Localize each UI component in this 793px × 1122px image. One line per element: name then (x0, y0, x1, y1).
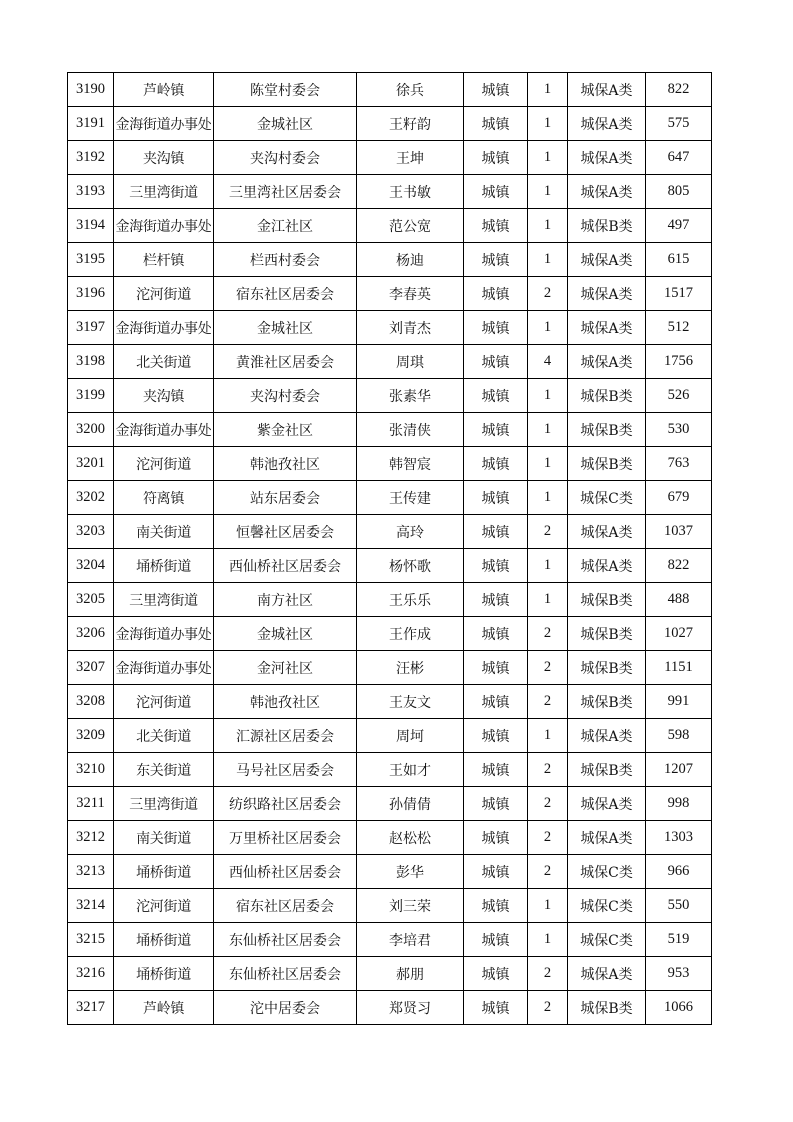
person-name-cell: 周坷 (357, 719, 464, 753)
community-name-cell: 南方社区 (214, 583, 357, 617)
insurance-category-cell: 城保A类 (568, 957, 646, 991)
amount-cell: 530 (646, 413, 712, 447)
insurance-category-cell: 城保A类 (568, 141, 646, 175)
amount-cell: 519 (646, 923, 712, 957)
amount-cell: 1517 (646, 277, 712, 311)
row-number-cell: 3214 (68, 889, 114, 923)
area-type-cell: 城镇 (464, 855, 528, 889)
person-name-cell: 郑贤习 (357, 991, 464, 1025)
community-name-cell: 东仙桥社区居委会 (214, 957, 357, 991)
person-name-cell: 王作成 (357, 617, 464, 651)
area-type-cell: 城镇 (464, 209, 528, 243)
person-name-cell: 王传建 (357, 481, 464, 515)
area-type-cell: 城镇 (464, 923, 528, 957)
community-name-cell: 站东居委会 (214, 481, 357, 515)
table-row (68, 175, 712, 209)
street-name-cell: 北关街道 (114, 719, 214, 753)
community-name-cell: 黄淮社区居委会 (214, 345, 357, 379)
insurance-category-cell: 城保B类 (568, 209, 646, 243)
household-count-cell: 1 (528, 209, 568, 243)
street-name-cell: 夹沟镇 (114, 141, 214, 175)
community-name-cell: 三里湾社区居委会 (214, 175, 357, 209)
row-number-cell: 3206 (68, 617, 114, 651)
household-count-cell: 2 (528, 821, 568, 855)
person-name-cell: 杨迪 (357, 243, 464, 277)
community-name-cell: 沱中居委会 (214, 991, 357, 1025)
household-count-cell: 1 (528, 311, 568, 345)
amount-cell: 679 (646, 481, 712, 515)
street-name-cell: 东关街道 (114, 753, 214, 787)
area-type-cell: 城镇 (464, 957, 528, 991)
table-row (68, 73, 712, 107)
person-name-cell: 韩智宸 (357, 447, 464, 481)
community-name-cell: 韩池孜社区 (214, 685, 357, 719)
community-name-cell: 西仙桥社区居委会 (214, 855, 357, 889)
person-name-cell: 徐兵 (357, 73, 464, 107)
table-row (68, 447, 712, 481)
amount-cell: 1027 (646, 617, 712, 651)
row-number-cell: 3205 (68, 583, 114, 617)
area-type-cell: 城镇 (464, 583, 528, 617)
area-type-cell: 城镇 (464, 685, 528, 719)
area-type-cell: 城镇 (464, 549, 528, 583)
table-row (68, 855, 712, 889)
row-number-cell: 3210 (68, 753, 114, 787)
amount-cell: 488 (646, 583, 712, 617)
street-name-cell: 三里湾街道 (114, 583, 214, 617)
table-row (68, 923, 712, 957)
insurance-category-cell: 城保C类 (568, 855, 646, 889)
insurance-category-cell: 城保B类 (568, 447, 646, 481)
amount-cell: 991 (646, 685, 712, 719)
insurance-category-cell: 城保B类 (568, 379, 646, 413)
table-row (68, 209, 712, 243)
person-name-cell: 刘三荣 (357, 889, 464, 923)
area-type-cell: 城镇 (464, 175, 528, 209)
amount-cell: 512 (646, 311, 712, 345)
person-name-cell: 杨怀歌 (357, 549, 464, 583)
row-number-cell: 3196 (68, 277, 114, 311)
table-row (68, 481, 712, 515)
table-row (68, 277, 712, 311)
area-type-cell: 城镇 (464, 73, 528, 107)
area-type-cell: 城镇 (464, 515, 528, 549)
amount-cell: 1756 (646, 345, 712, 379)
person-name-cell: 高玲 (357, 515, 464, 549)
person-name-cell: 汪彬 (357, 651, 464, 685)
area-type-cell: 城镇 (464, 413, 528, 447)
community-name-cell: 夹沟村委会 (214, 141, 357, 175)
data-table-container (67, 72, 711, 1025)
insurance-category-cell: 城保B类 (568, 583, 646, 617)
street-name-cell: 金海街道办事处 (114, 651, 214, 685)
person-name-cell: 王友文 (357, 685, 464, 719)
household-count-cell: 2 (528, 753, 568, 787)
table-row (68, 413, 712, 447)
person-name-cell: 李培君 (357, 923, 464, 957)
community-name-cell: 纺织路社区居委会 (214, 787, 357, 821)
row-number-cell: 3208 (68, 685, 114, 719)
table-row (68, 379, 712, 413)
insurance-category-cell: 城保B类 (568, 753, 646, 787)
household-count-cell: 2 (528, 991, 568, 1025)
household-count-cell: 1 (528, 719, 568, 753)
insurance-category-cell: 城保B类 (568, 651, 646, 685)
insurance-category-cell: 城保A类 (568, 549, 646, 583)
area-type-cell: 城镇 (464, 277, 528, 311)
community-name-cell: 宿东社区居委会 (214, 277, 357, 311)
street-name-cell: 金海街道办事处 (114, 107, 214, 141)
community-name-cell: 恒馨社区居委会 (214, 515, 357, 549)
street-name-cell: 金海街道办事处 (114, 209, 214, 243)
household-count-cell: 1 (528, 379, 568, 413)
amount-cell: 1151 (646, 651, 712, 685)
table-row (68, 617, 712, 651)
community-name-cell: 金城社区 (214, 107, 357, 141)
insurance-category-cell: 城保A类 (568, 277, 646, 311)
table-row (68, 889, 712, 923)
row-number-cell: 3190 (68, 73, 114, 107)
insurance-category-cell: 城保B类 (568, 991, 646, 1025)
household-count-cell: 2 (528, 617, 568, 651)
row-number-cell: 3193 (68, 175, 114, 209)
amount-cell: 1303 (646, 821, 712, 855)
household-count-cell: 1 (528, 583, 568, 617)
person-name-cell: 刘青杰 (357, 311, 464, 345)
household-count-cell: 1 (528, 141, 568, 175)
street-name-cell: 三里湾街道 (114, 175, 214, 209)
table-row (68, 345, 712, 379)
street-name-cell: 芦岭镇 (114, 991, 214, 1025)
insurance-category-cell: 城保A类 (568, 787, 646, 821)
street-name-cell: 北关街道 (114, 345, 214, 379)
person-name-cell: 张素华 (357, 379, 464, 413)
community-name-cell: 金江社区 (214, 209, 357, 243)
person-name-cell: 李春英 (357, 277, 464, 311)
street-name-cell: 金海街道办事处 (114, 617, 214, 651)
amount-cell: 822 (646, 73, 712, 107)
insurance-category-cell: 城保A类 (568, 719, 646, 753)
household-count-cell: 1 (528, 73, 568, 107)
insurance-category-cell: 城保A类 (568, 107, 646, 141)
row-number-cell: 3197 (68, 311, 114, 345)
row-number-cell: 3192 (68, 141, 114, 175)
amount-cell: 526 (646, 379, 712, 413)
household-count-cell: 2 (528, 787, 568, 821)
household-count-cell: 1 (528, 549, 568, 583)
household-count-cell: 1 (528, 243, 568, 277)
person-name-cell: 范公宽 (357, 209, 464, 243)
row-number-cell: 3217 (68, 991, 114, 1025)
table-row (68, 957, 712, 991)
row-number-cell: 3200 (68, 413, 114, 447)
amount-cell: 550 (646, 889, 712, 923)
community-name-cell: 金城社区 (214, 311, 357, 345)
area-type-cell: 城镇 (464, 889, 528, 923)
person-name-cell: 王籽韵 (357, 107, 464, 141)
household-count-cell: 4 (528, 345, 568, 379)
household-count-cell: 2 (528, 277, 568, 311)
amount-cell: 1037 (646, 515, 712, 549)
person-name-cell: 彭华 (357, 855, 464, 889)
household-count-cell: 2 (528, 685, 568, 719)
table-row (68, 583, 712, 617)
street-name-cell: 三里湾街道 (114, 787, 214, 821)
table-row (68, 141, 712, 175)
person-name-cell: 王如才 (357, 753, 464, 787)
community-name-cell: 金河社区 (214, 651, 357, 685)
community-name-cell: 栏西村委会 (214, 243, 357, 277)
table-row (68, 685, 712, 719)
community-name-cell: 韩池孜社区 (214, 447, 357, 481)
area-type-cell: 城镇 (464, 651, 528, 685)
insurance-category-cell: 城保A类 (568, 821, 646, 855)
insurance-category-cell: 城保A类 (568, 73, 646, 107)
person-name-cell: 赵松松 (357, 821, 464, 855)
row-number-cell: 3198 (68, 345, 114, 379)
street-name-cell: 南关街道 (114, 515, 214, 549)
row-number-cell: 3212 (68, 821, 114, 855)
amount-cell: 647 (646, 141, 712, 175)
insurance-category-cell: 城保A类 (568, 243, 646, 277)
area-type-cell: 城镇 (464, 107, 528, 141)
amount-cell: 966 (646, 855, 712, 889)
amount-cell: 575 (646, 107, 712, 141)
row-number-cell: 3203 (68, 515, 114, 549)
household-count-cell: 1 (528, 481, 568, 515)
insurance-category-cell: 城保B类 (568, 413, 646, 447)
insurance-category-cell: 城保C类 (568, 481, 646, 515)
household-count-cell: 1 (528, 175, 568, 209)
row-number-cell: 3195 (68, 243, 114, 277)
insurance-category-cell: 城保C类 (568, 923, 646, 957)
street-name-cell: 芦岭镇 (114, 73, 214, 107)
table-row (68, 821, 712, 855)
street-name-cell: 栏杆镇 (114, 243, 214, 277)
person-name-cell: 王坤 (357, 141, 464, 175)
household-count-cell: 1 (528, 107, 568, 141)
street-name-cell: 沱河街道 (114, 889, 214, 923)
person-name-cell: 张清侠 (357, 413, 464, 447)
table-body (68, 73, 712, 1025)
area-type-cell: 城镇 (464, 753, 528, 787)
area-type-cell: 城镇 (464, 991, 528, 1025)
data-table (67, 72, 712, 1025)
person-name-cell: 王乐乐 (357, 583, 464, 617)
street-name-cell: 埇桥街道 (114, 549, 214, 583)
street-name-cell: 埇桥街道 (114, 957, 214, 991)
household-count-cell: 1 (528, 889, 568, 923)
area-type-cell: 城镇 (464, 787, 528, 821)
household-count-cell: 1 (528, 413, 568, 447)
table-row (68, 753, 712, 787)
household-count-cell: 1 (528, 447, 568, 481)
table-row (68, 311, 712, 345)
row-number-cell: 3201 (68, 447, 114, 481)
community-name-cell: 西仙桥社区居委会 (214, 549, 357, 583)
insurance-category-cell: 城保B类 (568, 617, 646, 651)
table-row (68, 719, 712, 753)
community-name-cell: 陈堂村委会 (214, 73, 357, 107)
community-name-cell: 东仙桥社区居委会 (214, 923, 357, 957)
community-name-cell: 万里桥社区居委会 (214, 821, 357, 855)
street-name-cell: 沱河街道 (114, 685, 214, 719)
table-row (68, 787, 712, 821)
person-name-cell: 郝朋 (357, 957, 464, 991)
amount-cell: 1207 (646, 753, 712, 787)
community-name-cell: 金城社区 (214, 617, 357, 651)
area-type-cell: 城镇 (464, 447, 528, 481)
table-row (68, 991, 712, 1025)
amount-cell: 1066 (646, 991, 712, 1025)
insurance-category-cell: 城保A类 (568, 345, 646, 379)
row-number-cell: 3194 (68, 209, 114, 243)
row-number-cell: 3202 (68, 481, 114, 515)
street-name-cell: 南关街道 (114, 821, 214, 855)
household-count-cell: 2 (528, 855, 568, 889)
row-number-cell: 3209 (68, 719, 114, 753)
person-name-cell: 孙倩倩 (357, 787, 464, 821)
street-name-cell: 金海街道办事处 (114, 311, 214, 345)
household-count-cell: 2 (528, 651, 568, 685)
row-number-cell: 3211 (68, 787, 114, 821)
row-number-cell: 3213 (68, 855, 114, 889)
area-type-cell: 城镇 (464, 379, 528, 413)
amount-cell: 615 (646, 243, 712, 277)
insurance-category-cell: 城保A类 (568, 175, 646, 209)
area-type-cell: 城镇 (464, 141, 528, 175)
row-number-cell: 3215 (68, 923, 114, 957)
community-name-cell: 夹沟村委会 (214, 379, 357, 413)
area-type-cell: 城镇 (464, 821, 528, 855)
table-row (68, 243, 712, 277)
street-name-cell: 埇桥街道 (114, 923, 214, 957)
community-name-cell: 汇源社区居委会 (214, 719, 357, 753)
amount-cell: 763 (646, 447, 712, 481)
table-row (68, 515, 712, 549)
table-row (68, 107, 712, 141)
table-row (68, 549, 712, 583)
amount-cell: 805 (646, 175, 712, 209)
street-name-cell: 埇桥街道 (114, 855, 214, 889)
insurance-category-cell: 城保A类 (568, 311, 646, 345)
table-row (68, 651, 712, 685)
row-number-cell: 3204 (68, 549, 114, 583)
insurance-category-cell: 城保B类 (568, 685, 646, 719)
household-count-cell: 1 (528, 923, 568, 957)
community-name-cell: 马号社区居委会 (214, 753, 357, 787)
community-name-cell: 宿东社区居委会 (214, 889, 357, 923)
person-name-cell: 周琪 (357, 345, 464, 379)
area-type-cell: 城镇 (464, 243, 528, 277)
row-number-cell: 3199 (68, 379, 114, 413)
area-type-cell: 城镇 (464, 345, 528, 379)
household-count-cell: 2 (528, 515, 568, 549)
amount-cell: 822 (646, 549, 712, 583)
area-type-cell: 城镇 (464, 719, 528, 753)
street-name-cell: 符离镇 (114, 481, 214, 515)
area-type-cell: 城镇 (464, 311, 528, 345)
community-name-cell: 紫金社区 (214, 413, 357, 447)
amount-cell: 953 (646, 957, 712, 991)
row-number-cell: 3191 (68, 107, 114, 141)
insurance-category-cell: 城保C类 (568, 889, 646, 923)
amount-cell: 998 (646, 787, 712, 821)
amount-cell: 598 (646, 719, 712, 753)
street-name-cell: 夹沟镇 (114, 379, 214, 413)
area-type-cell: 城镇 (464, 617, 528, 651)
street-name-cell: 金海街道办事处 (114, 413, 214, 447)
household-count-cell: 2 (528, 957, 568, 991)
row-number-cell: 3207 (68, 651, 114, 685)
street-name-cell: 沱河街道 (114, 447, 214, 481)
row-number-cell: 3216 (68, 957, 114, 991)
insurance-category-cell: 城保A类 (568, 515, 646, 549)
street-name-cell: 沱河街道 (114, 277, 214, 311)
person-name-cell: 王书敏 (357, 175, 464, 209)
area-type-cell: 城镇 (464, 481, 528, 515)
amount-cell: 497 (646, 209, 712, 243)
